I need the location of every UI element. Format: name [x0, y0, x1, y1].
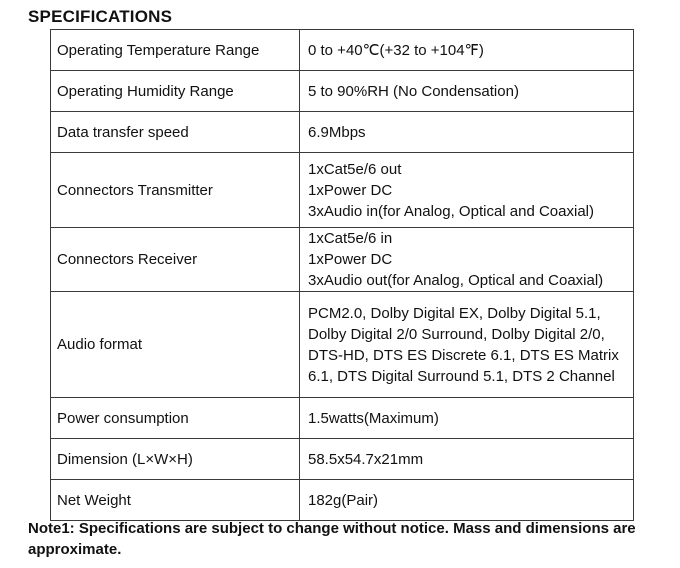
spec-row-operating-humidity [51, 71, 634, 112]
spec-row-connectors-receiver [51, 228, 634, 292]
spec-value [300, 398, 634, 439]
spec-label: Dimension (L×W×H) [51, 439, 300, 480]
specifications-heading: SPECIFICATIONS [28, 7, 173, 26]
spec-value [300, 71, 634, 112]
spec-row-data-transfer-speed [51, 112, 634, 153]
spec-value [300, 112, 634, 153]
spec-value-line: 5 to 90%RH (No Condensation) [308, 82, 519, 100]
specifications-note: Note1: Specifications are subject to change without notice. Mass and dimensions are approximate. [28, 520, 636, 558]
spec-value-line: 58.5x54.7x21mm [308, 450, 424, 468]
spec-value-line: 1xCat5e/6 in [308, 230, 393, 247]
spec-label: Connectors Transmitter [51, 153, 300, 228]
spec-value-line: 182g(Pair) [308, 491, 379, 509]
spec-value-line: 1.5watts(Maximum) [308, 409, 439, 427]
spec-row-audio-format [51, 292, 634, 398]
spec-label: Operating Temperature Range [51, 30, 300, 71]
spec-value [300, 153, 634, 228]
spec-value [300, 480, 634, 521]
spec-row-operating-temperature [51, 30, 634, 71]
spec-value [300, 439, 634, 480]
spec-row-power-consumption [51, 398, 634, 439]
spec-value-line: 1xPower DC [308, 181, 393, 199]
spec-value [300, 228, 634, 292]
spec-value-line: 6.9Mbps [308, 123, 366, 141]
spec-value-line: 1xPower DC [308, 251, 393, 268]
spec-value [300, 292, 634, 398]
specifications-table [50, 29, 634, 521]
spec-value-line: 1xCat5e/6 out [308, 160, 402, 178]
spec-value-line: PCM2.0, Dolby Digital EX, Dolby Digital 5.1, Dolby Digital 2/0 Surround, Dolby Digital 2/0, DTS-HD, DTS ES Discrete 6.1, DTS ES Matrix 6.1, DTS Digital Surround 5.1, DTS 2 Channel [308, 304, 619, 385]
spec-value [300, 30, 634, 71]
spec-value-line: 3xAudio in(for Analog, Optical and Coaxial) [308, 202, 594, 220]
spec-row-dimension [51, 439, 634, 480]
spec-label: Net Weight [51, 480, 300, 521]
spec-label: Data transfer speed [51, 112, 300, 153]
spec-label: Audio format [51, 292, 300, 398]
spec-row-net-weight [51, 480, 634, 521]
spec-label: Operating Humidity Range [51, 71, 300, 112]
spec-value-line: 3xAudio out(for Analog, Optical and Coaxial) [308, 272, 604, 289]
spec-label: Connectors Receiver [51, 228, 300, 292]
spec-row-connectors-transmitter [51, 153, 634, 228]
spec-label: Power consumption [51, 398, 300, 439]
spec-value-line: 0 to +40℃(+32 to +104℉) [308, 41, 484, 59]
